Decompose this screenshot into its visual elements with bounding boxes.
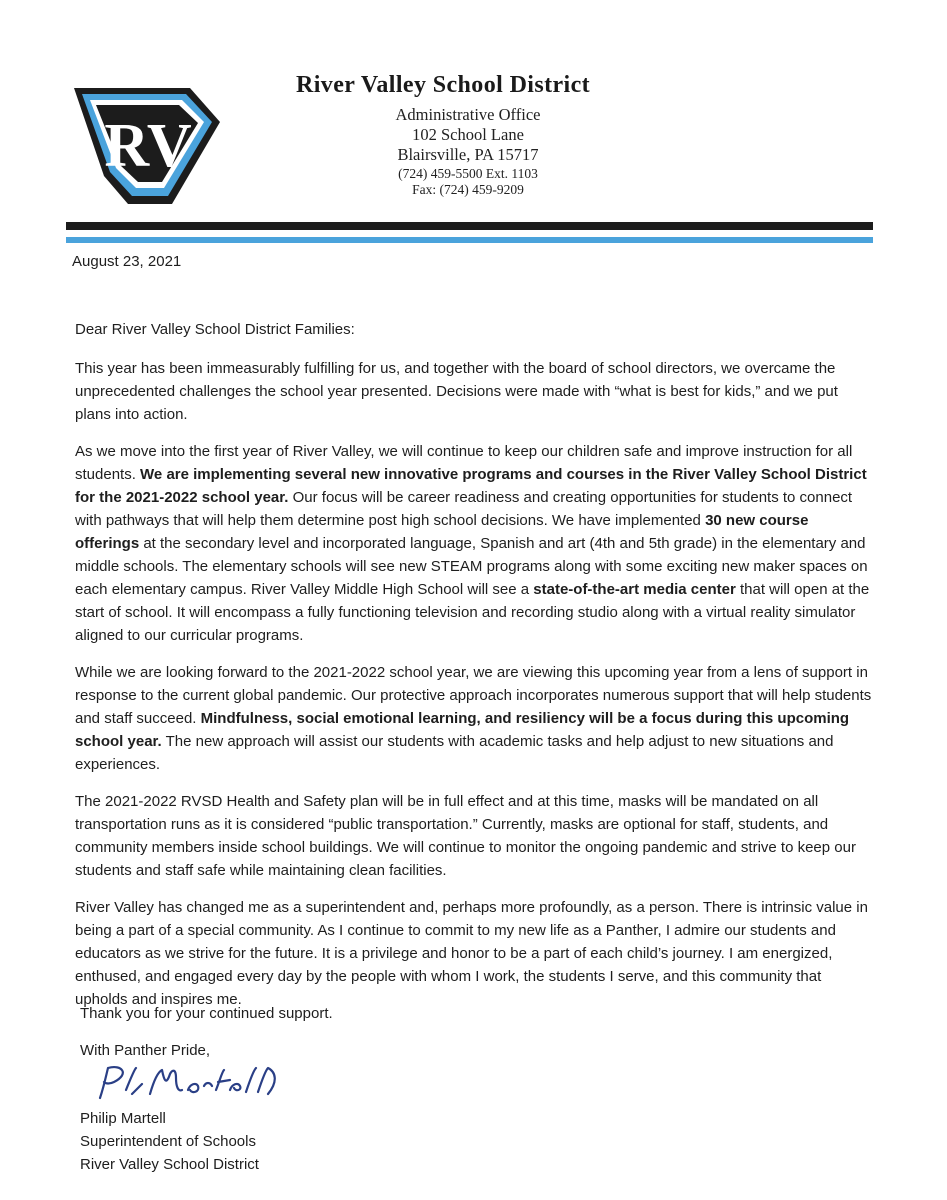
- logo-letters: RV: [104, 112, 192, 180]
- signature: [92, 1060, 282, 1108]
- signer-organization: River Valley School District: [80, 1156, 259, 1173]
- paragraph-1: This year has been immeasurably fulfilling for us, and together with the board of school directors, we overcame the unprecedented challenges the school year presented. Decisions were made with “what is best for kids,” and we put plans into action.: [75, 360, 838, 423]
- district-name: River Valley School District: [296, 72, 591, 98]
- paragraph-4: The 2021-2022 RVSD Health and Safety plan will be in full effect and at this time, masks will be mandated on all transportation runs as it is considered “public transportation.” Currently, masks are optional for staff, students, and community members inside school buildings. We will continue to monitor the ongoing pandemic and strive to keep our students and staff safe while maintaining clean facilities.: [75, 793, 856, 879]
- office-line: Administrative Office: [395, 105, 541, 124]
- letter-date: August 23, 2021: [72, 253, 182, 270]
- address-block: [296, 105, 640, 198]
- thanks-line: Thank you for your continued support.: [80, 1005, 333, 1022]
- p2-text-c: Our focus will be career readiness and creating opportunities for students to connect with pathways that will help them determine post high school decisions. We have implemented: [75, 489, 853, 529]
- letterhead: [296, 72, 696, 198]
- p3-text-a: While we are looking forward to the 2021-2022 school year, we are viewing this upcoming year from a lens of support in response to the current global pandemic. Our protective approach incorporates numerous support that will help students and staff succeed.: [75, 664, 872, 727]
- fax-line: Fax: (724) 459-9209: [412, 182, 524, 197]
- p2-text-e: at the secondary level and incorporated language, Spanish and art (4th and 5th grade) in the elementary and middle schools. The elementary schools will see new STEAM programs along with some exciting new maker spaces on each elementary campus. River Valley Middle High School will see a: [75, 535, 868, 598]
- header-rule-dark: [66, 222, 873, 230]
- closing-block: [80, 1002, 333, 1062]
- letter-body: [75, 318, 875, 1025]
- signer-title: Superintendent of Schools: [80, 1133, 256, 1150]
- city-line: Blairsville, PA 15717: [397, 145, 539, 164]
- p3-bold-mindfulness: Mindfulness, social emotional learning, and resiliency will be a focus during this upcoming school year.: [75, 710, 850, 750]
- p2-bold-courses: 30 new course offerings: [75, 512, 809, 552]
- p2-text-g: that will open at the start of school. It will encompass a fully functioning television and recording studio along with a virtual reality simulator aligned to our curricular programs.: [75, 581, 870, 644]
- p3-text-c: The new approach will assist our students with academic tasks and help adjust to new situations and experiences.: [75, 733, 834, 773]
- signer-block: [80, 1107, 259, 1176]
- phone-line: (724) 459-5500 Ext. 1103: [398, 166, 538, 181]
- district-logo: [72, 80, 222, 210]
- p2-bold-programs: We are implementing several new innovative programs and courses in the River Valley School District for the 2021-2022 school year.: [75, 466, 867, 506]
- street-line: 102 School Lane: [412, 125, 524, 144]
- paragraph-5: River Valley has changed me as a superintendent and, perhaps more profoundly, as a person. There is intrinsic value in being a part of a special community. As I continue to commit to my new life as a Panther, I admire our students and educators as we strive for the future. It is a privilege and honor to be a part of each child’s journey. I am energized, enthused, and engaged every day by the people with whom I work, the students I serve, and this community that upholds and inspires me.: [75, 899, 868, 1008]
- salutation: Dear River Valley School District Families:: [75, 321, 355, 338]
- p2-text-a: As we move into the first year of River Valley, we will continue to keep our children safe and improve instruction for all students.: [75, 443, 853, 483]
- paragraph-3: [75, 661, 875, 776]
- p2-bold-media-center: state-of-the-art media center: [533, 581, 736, 598]
- header-rule-blue: [66, 237, 873, 243]
- signer-name: Philip Martell: [80, 1110, 166, 1127]
- closing-line: With Panther Pride,: [80, 1042, 211, 1059]
- paragraph-2: [75, 440, 875, 647]
